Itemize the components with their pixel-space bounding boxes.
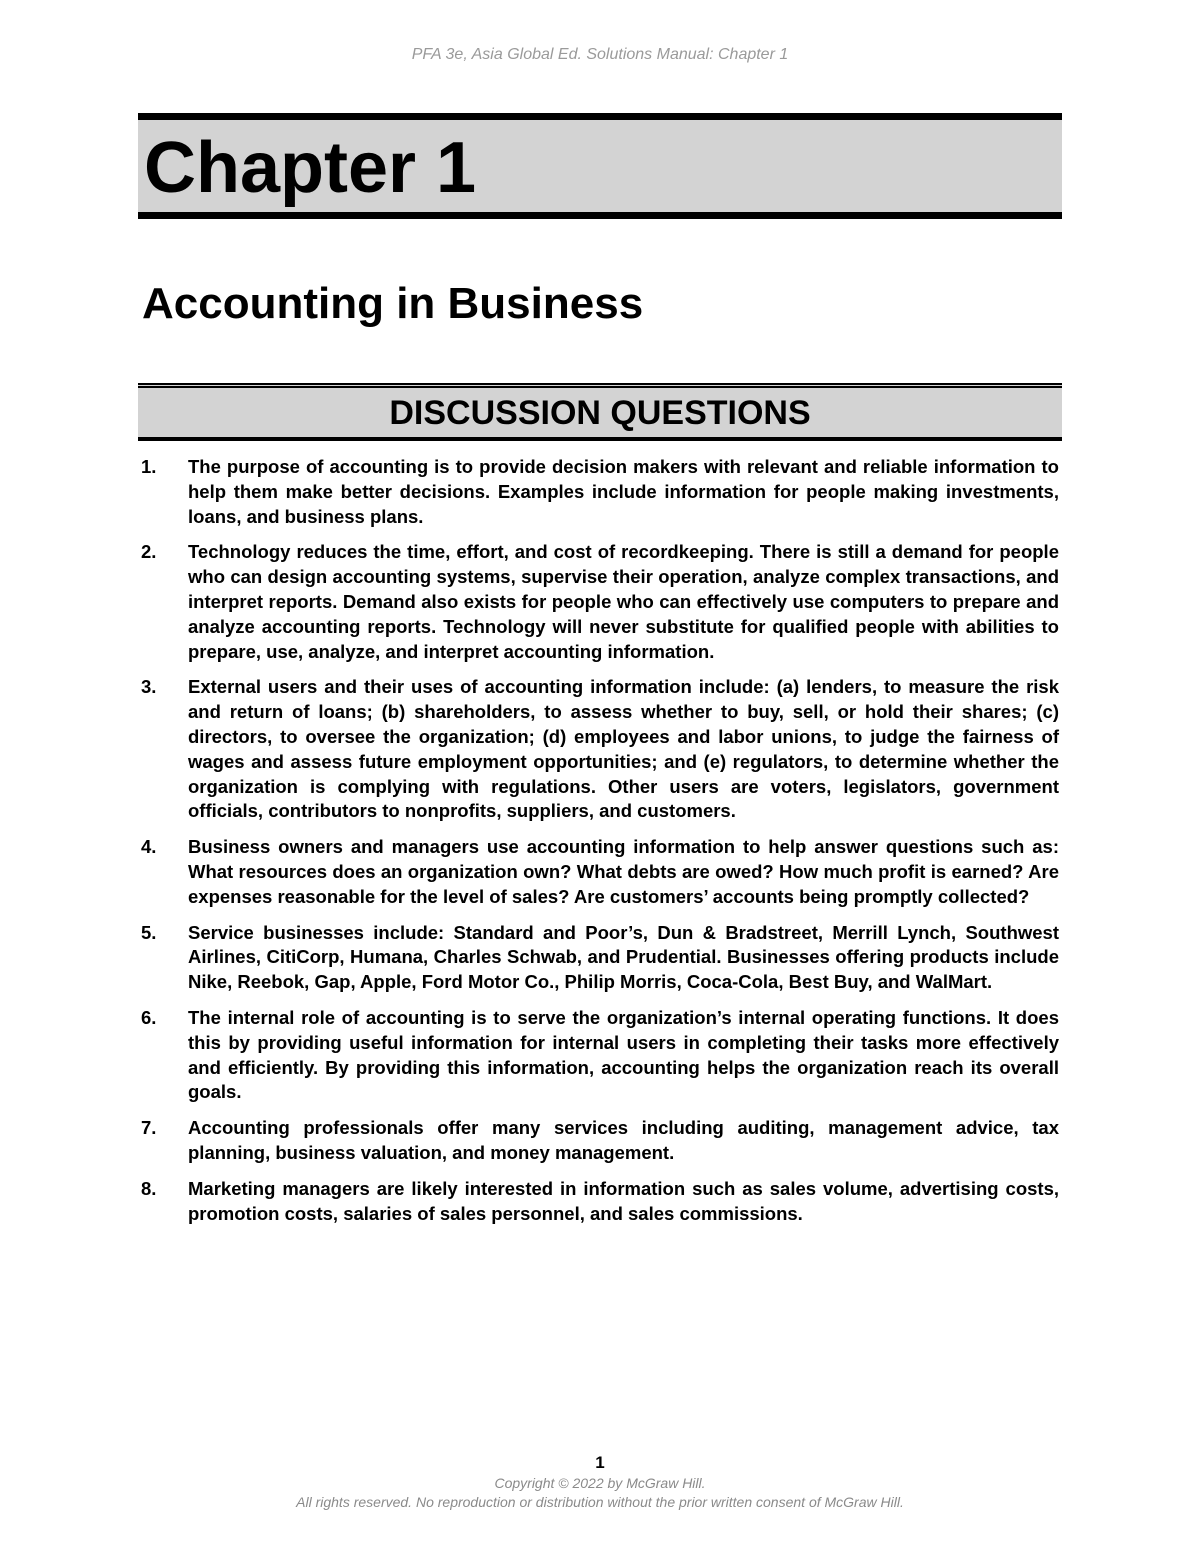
section-title: DISCUSSION QUESTIONS	[389, 394, 811, 432]
question-item	[141, 540, 1059, 664]
chapter-title: Chapter 1	[144, 128, 477, 208]
question-text: Service businesses include: Standard and Poor’s, Dun & Bradstreet, Merrill Lynch, Southwest Airlines, CitiCorp, Humana, Charles Schwab, and Prudential. Businesses offering products include Nike, Reebok, Gap, Apple, Ford Motor Co., Philip Morris, Coca-Cola, Best Buy, and WalMart.	[188, 921, 1059, 993]
section-banner	[138, 383, 1062, 441]
chapter-subtitle: Accounting in Business	[142, 279, 644, 328]
question-number: 6.	[141, 1006, 157, 1028]
question-number: 8.	[141, 1177, 157, 1199]
question-item	[141, 835, 1059, 909]
question-number: 1.	[141, 456, 157, 477]
question-text: The internal role of accounting is to serve the organization’s internal operating functions. It does this by providing useful information for internal users in completing their tasks more effectively and efficiently. By providing this information, accounting helps the organization reach its overall goals.	[188, 1006, 1059, 1103]
question-text: Accounting professionals offer many services including auditing, management advice, tax planning, business valuation, and money management.	[188, 1117, 1059, 1163]
question-item	[141, 455, 1059, 529]
question-text: The purpose of accounting is to provide decision makers with relevant and reliable information to help them make better decisions. Examples include information for people making investments, loans, and business plans.	[188, 456, 1059, 527]
chapter-banner	[138, 113, 1062, 219]
question-number: 2.	[141, 541, 157, 563]
question-item	[141, 675, 1059, 824]
question-item	[141, 921, 1059, 995]
page-number: 1	[595, 1453, 605, 1472]
question-number: 3.	[141, 676, 157, 698]
question-item	[141, 1006, 1059, 1105]
question-number: 4.	[141, 836, 157, 858]
question-text: Business owners and managers use accounting information to help answer questions such as: What resources does an organization own? What debts are owed? How much profit is earned? Are expenses reasonable for the level of sales? Are customers’ accounts being promptly collected?	[188, 836, 1059, 907]
copyright-line: Copyright © 2022 by McGraw Hill.	[494, 1475, 706, 1491]
question-item	[141, 1177, 1059, 1227]
question-text: Technology reduces the time, effort, and cost of recordkeeping. There is still a demand for people who can design accounting systems, supervise their operation, analyze complex transactions, and interpret reports. Demand also exists for people who can effectively use computers to prepare and analyze accounting reports. Technology will never substitute for qualified people with abilities to prepare, use, analyze, and interpret accounting information.	[188, 541, 1059, 662]
question-number: 5.	[141, 921, 157, 943]
running-header: PFA 3e, Asia Global Ed. Solutions Manual: Chapter 1	[411, 46, 789, 63]
question-item	[141, 1116, 1059, 1166]
question-number: 7.	[141, 1117, 157, 1139]
rights-line: All rights reserved. No reproduction or distribution without the prior written consent of McGraw Hill.	[296, 1494, 904, 1510]
question-text: External users and their uses of accounting information include: (a) lenders, to measure the risk and return of loans; (b) shareholders, to assess whether to buy, sell, or hold their shares; (c) directors, to oversee the organization; (d) employees and labor unions, to judge the fairness of wages and assess future employment opportunities; and (e) regulators, to determine whether the organization is complying with regulations. Other users are voters, legislators, government officials, contributors to nonprofits, suppliers, and customers.	[188, 676, 1059, 822]
question-text: Marketing managers are likely interested in information such as sales volume, advertising costs, promotion costs, salaries of sales personnel, and sales commissions.	[188, 1177, 1059, 1224]
discussion-questions-list	[141, 455, 1059, 1237]
